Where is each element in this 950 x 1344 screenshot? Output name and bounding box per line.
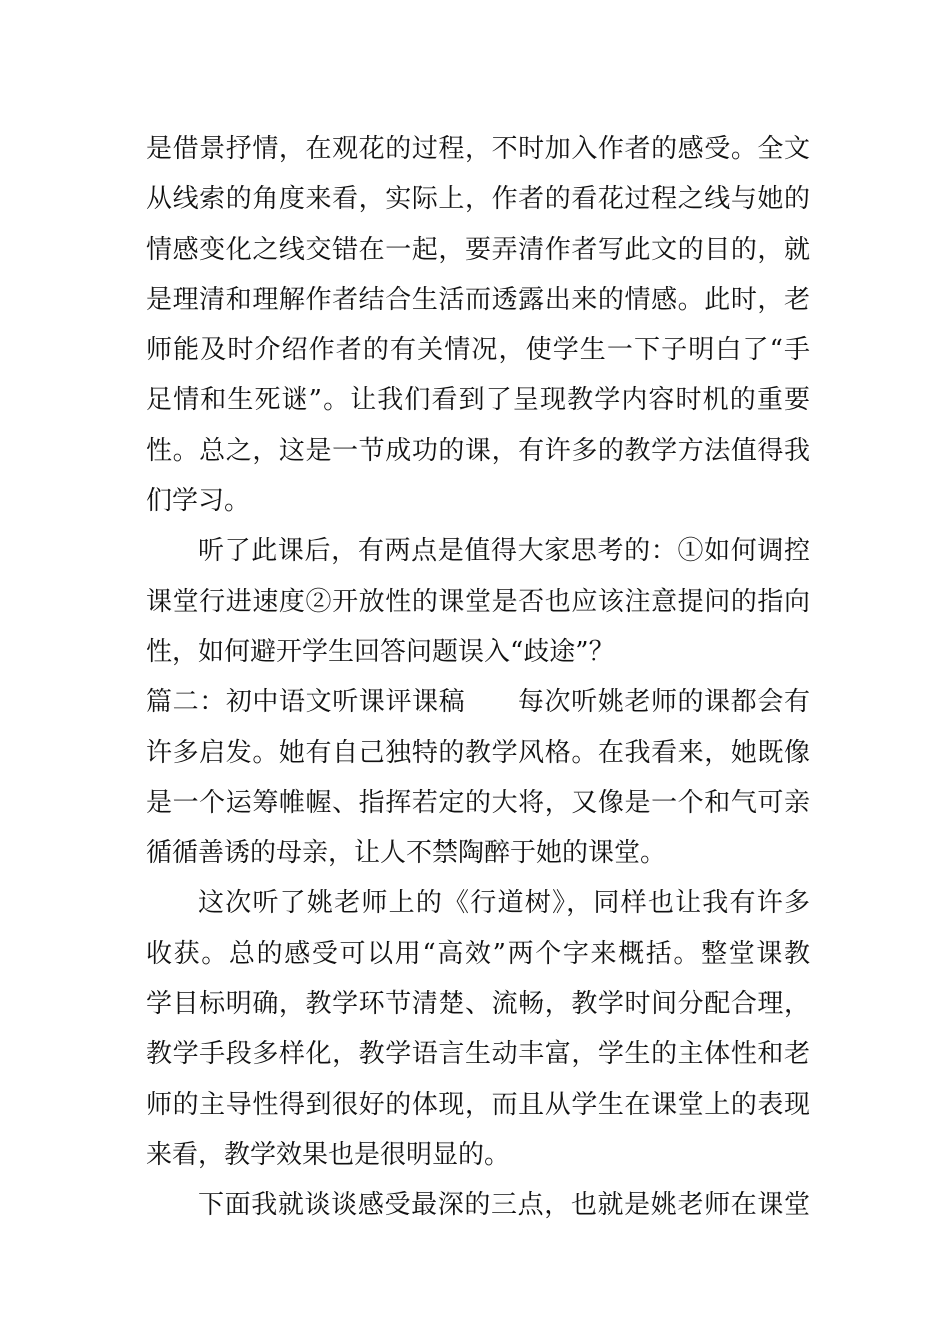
text-line: 性，如何避开学生回答问题误入“歧途”？ — [146, 636, 615, 667]
paragraph-first-line: 下面我就谈谈感受最深的三点，也就是姚老师在课堂 — [198, 1190, 810, 1221]
text-line: 收获。总的感受可以用“高效”两个字来概括。整堂课教 — [146, 938, 810, 969]
section-heading-line — [146, 677, 810, 727]
text-line: 课堂行进速度②开放性的课堂是否也应该注意提问的指向 — [146, 586, 810, 617]
text-line: 从线索的角度来看，实际上，作者的看花过程之线与她的 — [146, 184, 810, 215]
text-line: 是借景抒情，在观花的过程，不时加入作者的感受。全文 — [146, 134, 810, 164]
text-line: 学目标明确，教学环节清楚、流畅，教学时间分配合理， — [146, 989, 810, 1020]
text-line: 循循善诱的母亲，让人不禁陶醉于她的课堂。 — [146, 838, 667, 869]
text-line: 们学习。 — [146, 486, 251, 517]
paragraph-first-line: 听了此课后，有两点是值得大家思考的：①如何调控 — [198, 536, 810, 567]
text-line: 师的主导性得到很好的体现，而且从学生在课堂上的表现 — [146, 1089, 810, 1120]
paragraph-first-line: 这次听了姚老师上的《行道树》，同样也让我有许多 — [198, 888, 810, 919]
document-body — [146, 124, 810, 1231]
text-line: 来看，教学效果也是很明显的。 — [146, 1139, 511, 1170]
text-line: 教学手段多样化，教学语言生动丰富，学生的主体性和老 — [146, 1039, 810, 1070]
section-heading: 篇二：初中语文听课评课稿 — [146, 687, 466, 718]
text-line: 是理清和理解作者结合生活而透露出来的情感。此时，老 — [146, 284, 810, 315]
text-line: 足情和生死谜”。让我们看到了呈现教学内容时机的重要 — [146, 385, 810, 416]
text-line: 师能及时介绍作者的有关情况，使学生一下子明白了“手 — [146, 335, 810, 366]
text-line: 性。总之，这是一节成功的课，有许多的教学方法值得我 — [146, 435, 810, 466]
text-line: 情感变化之线交错在一起，要弄清作者写此文的目的，就 — [146, 234, 810, 265]
text-line: 是一个运筹帷幄、指挥若定的大将，又像是一个和气可亲 — [146, 787, 810, 818]
section-lead-text: 每次听姚老师的课都会有 — [517, 687, 810, 718]
text-line: 许多启发。她有自己独特的教学风格。在我看来，她既像 — [146, 737, 810, 768]
